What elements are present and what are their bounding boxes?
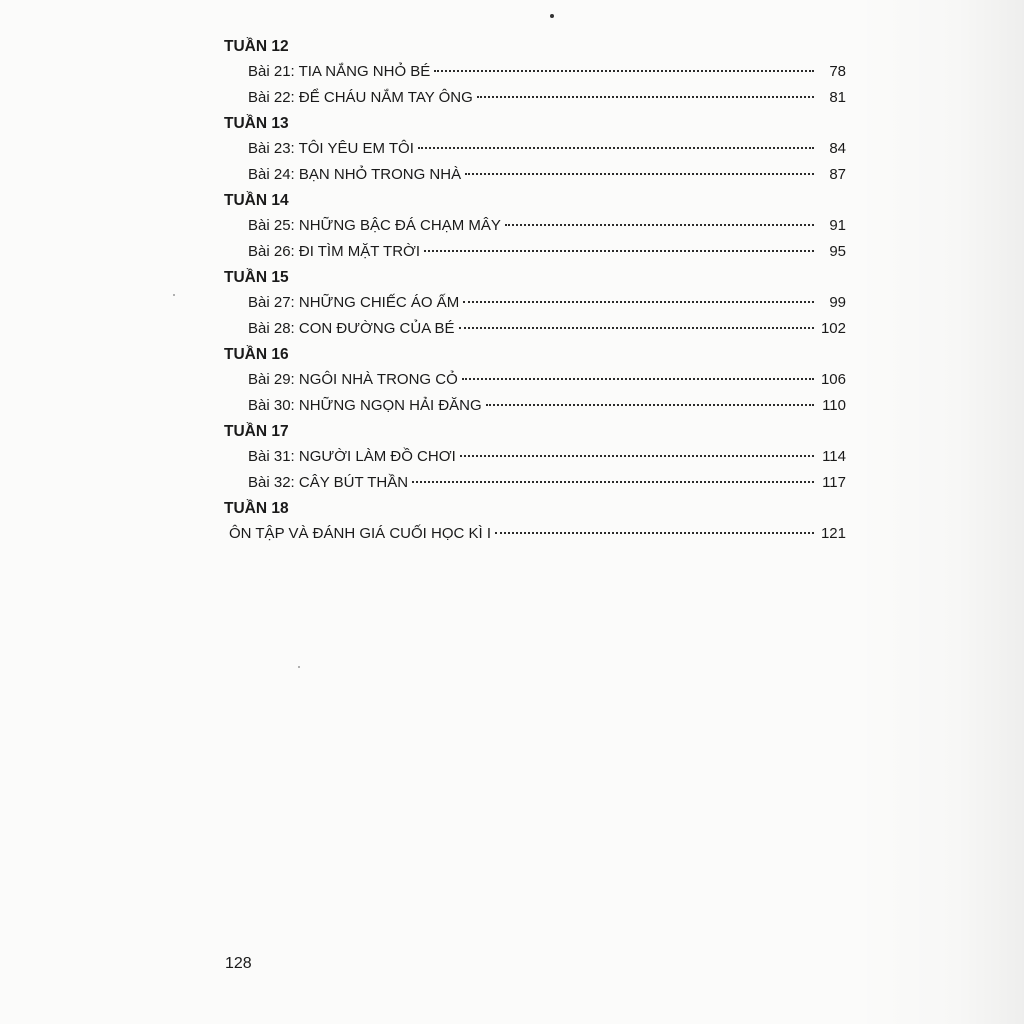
dot-leader [460, 455, 814, 457]
print-dot [550, 14, 554, 18]
entry-title: Bài 32: CÂY BÚT THẦN [248, 474, 409, 491]
print-speck [173, 294, 175, 296]
entry-page-number: 102 [820, 320, 846, 337]
entry-title: Bài 24: BẠN NHỎ TRONG NHÀ [248, 166, 462, 183]
dot-leader [505, 224, 814, 226]
entry-title: Bài 26: ĐI TÌM MẶT TRỜI [248, 243, 421, 260]
entry-page-number: 114 [822, 448, 846, 465]
entry-title: ÔN TẬP VÀ ĐÁNH GIÁ CUỐI HỌC KÌ I [229, 525, 491, 542]
toc-entry [248, 162, 846, 188]
entry-title: Bài 30: NHỮNG NGỌN HẢI ĐĂNG [248, 397, 482, 414]
entry-title: Bài 23: TÔI YÊU EM TÔI [248, 140, 414, 157]
dot-leader [459, 327, 814, 329]
toc-entry [248, 85, 846, 111]
table-of-contents [224, 34, 846, 547]
entry-page-number: 121 [820, 525, 846, 542]
entry-page-number: 91 [829, 217, 846, 234]
dot-leader [434, 70, 814, 72]
dot-leader [418, 147, 814, 149]
toc-entry [248, 213, 846, 239]
week-heading: TUẦN 16 [224, 346, 289, 363]
toc-entry [229, 521, 846, 547]
dot-leader [486, 404, 814, 406]
entry-page-number: 99 [829, 294, 846, 311]
week-heading: TUẦN 14 [224, 192, 289, 209]
entry-page-number: 106 [820, 371, 846, 388]
toc-entry [248, 136, 846, 162]
week-heading: TUẦN 13 [224, 115, 289, 132]
entry-page-number: 87 [829, 166, 846, 183]
dot-leader [462, 378, 814, 380]
toc-entry [248, 290, 846, 316]
dot-leader [424, 250, 814, 252]
toc-entry [248, 59, 846, 85]
week-heading: TUẦN 18 [224, 500, 289, 517]
entry-page-number: 84 [829, 140, 846, 157]
entry-title: Bài 21: TIA NẮNG NHỎ BÉ [248, 63, 431, 80]
toc-entry [248, 470, 846, 496]
page-number: 128 [225, 955, 252, 972]
entry-page-number: 95 [829, 243, 846, 260]
dot-leader [465, 173, 814, 175]
dot-leader [495, 532, 814, 534]
page-edge-shadow [854, 0, 1024, 1024]
entry-title: Bài 28: CON ĐƯỜNG CỦA BÉ [248, 320, 455, 337]
entry-title: Bài 31: NGƯỜI LÀM ĐỒ CHƠI [248, 448, 456, 465]
week-heading: TUẦN 15 [224, 269, 289, 286]
dot-leader [463, 301, 814, 303]
entry-page-number: 110 [822, 397, 846, 414]
print-speck [298, 666, 300, 668]
entry-title: Bài 25: NHỮNG BẬC ĐÁ CHẠM MÂY [248, 217, 501, 234]
dot-leader [412, 481, 814, 483]
toc-entry [248, 239, 846, 265]
entry-page-number: 81 [829, 89, 846, 106]
week-heading: TUẦN 12 [224, 38, 289, 55]
week-heading: TUẦN 17 [224, 423, 289, 440]
entry-title: Bài 29: NGÔI NHÀ TRONG CỎ [248, 371, 458, 388]
dot-leader [477, 96, 814, 98]
entry-title: Bài 27: NHỮNG CHIẾC ÁO ẤM [248, 294, 460, 311]
entry-page-number: 117 [822, 474, 846, 491]
entry-page-number: 78 [829, 63, 846, 80]
toc-entry [248, 444, 846, 470]
toc-entry [248, 316, 846, 342]
toc-entry [248, 393, 846, 419]
toc-entry [248, 367, 846, 393]
entry-title: Bài 22: ĐỂ CHÁU NẮM TAY ÔNG [248, 89, 473, 106]
